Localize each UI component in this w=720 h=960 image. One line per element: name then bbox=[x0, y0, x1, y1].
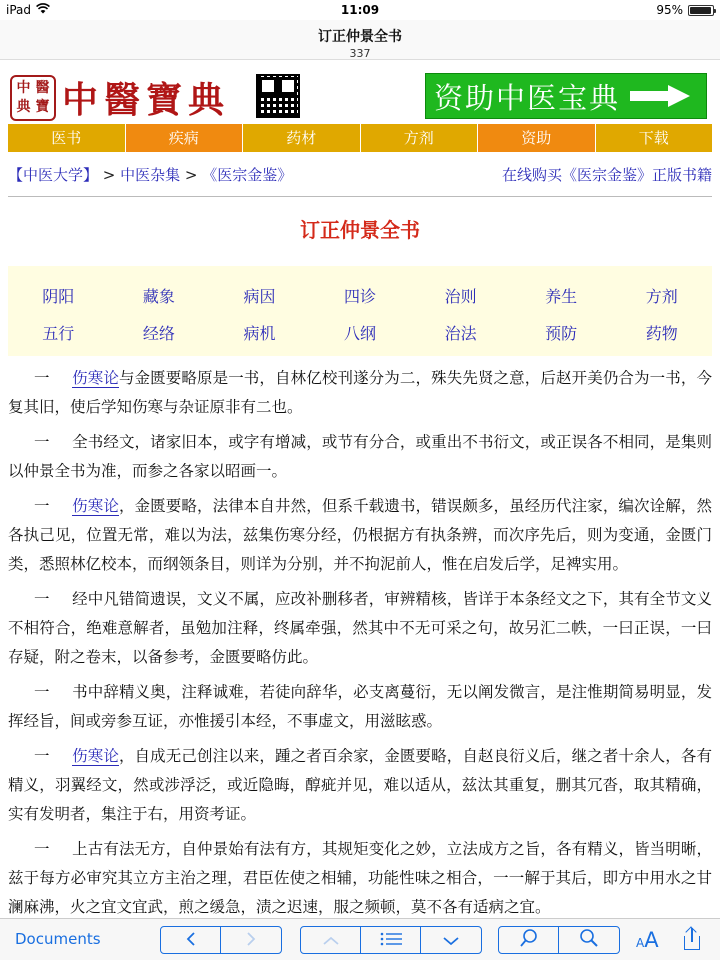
category-link[interactable]: 四诊 bbox=[344, 287, 377, 306]
article-paragraph bbox=[8, 678, 712, 736]
search-icon bbox=[519, 928, 539, 952]
device-label: iPad bbox=[6, 3, 32, 17]
paragraph-text: 书中辞精义奥，注释诚难，若徒向辞华，必支离蔓衍，无以阐发微言，是注惟期简易明显，发挥经旨，间或旁参互证，亦惟援引本经，不事虚文，用滋眩惑。 bbox=[8, 683, 712, 730]
category-link[interactable]: 五行 bbox=[42, 324, 75, 343]
paragraph-text: ，金匮要略，法律本自井然，但系千载遗书，错误颇多，虽经历代注家，编次诠解，然各执己见，位置无常，难以为法，兹集伤寒分经，仍根据方有执条辨，而次序先后，则为变通，金匮门类，悉照林亿校本，而纲领条目，则详为分别，并不拘泥前人，惟在启发后学，足裨实用。 bbox=[8, 497, 712, 573]
battery-icon bbox=[688, 5, 714, 16]
nav-item-formulas[interactable]: 方剂 bbox=[361, 124, 479, 152]
category-link[interactable]: 八纲 bbox=[344, 324, 377, 343]
category-link[interactable]: 治则 bbox=[444, 287, 477, 306]
nav-item-herbs[interactable]: 药材 bbox=[243, 124, 361, 152]
category-row bbox=[8, 278, 712, 315]
font-big-glyph: A bbox=[644, 928, 659, 952]
article-paragraph bbox=[8, 492, 712, 579]
document-title: 订正仲景全书 bbox=[318, 29, 402, 45]
category-link[interactable]: 病因 bbox=[243, 287, 276, 306]
seal-char: 寶 bbox=[35, 99, 50, 115]
breadcrumb-separator: > bbox=[180, 166, 203, 184]
share-button[interactable] bbox=[682, 927, 702, 951]
breadcrumb bbox=[8, 164, 292, 188]
seal-char: 醫 bbox=[35, 80, 50, 96]
outline-nav-group bbox=[300, 926, 482, 954]
outline-button[interactable] bbox=[361, 927, 421, 953]
page-nav-group bbox=[160, 926, 282, 954]
category-row bbox=[8, 315, 712, 352]
shanghan-link[interactable]: 伤寒论 bbox=[72, 497, 119, 515]
chevron-down-icon bbox=[443, 931, 459, 950]
previous-page-button[interactable] bbox=[161, 927, 221, 953]
paragraph-lead: 一 bbox=[34, 433, 50, 451]
logo-seal-icon bbox=[10, 75, 56, 121]
paragraph-lead: 一 bbox=[34, 369, 50, 387]
seal-char: 典 bbox=[16, 99, 31, 115]
article-paragraph bbox=[8, 835, 712, 918]
nav-item-books[interactable]: 医书 bbox=[8, 124, 126, 152]
logo-text: 中醫寶典 bbox=[62, 79, 231, 121]
page-number: 337 bbox=[349, 47, 371, 60]
breadcrumb-level2-link[interactable]: 《医宗金鉴》 bbox=[202, 166, 293, 184]
category-link[interactable]: 阴阳 bbox=[42, 287, 75, 306]
category-link[interactable]: 药物 bbox=[645, 324, 678, 343]
category-link[interactable]: 藏象 bbox=[142, 287, 175, 306]
clock: 11:09 bbox=[340, 3, 380, 17]
donate-banner-label: 资助中医宝典 bbox=[434, 80, 621, 115]
search-group bbox=[498, 926, 620, 954]
paragraph-lead: 一 bbox=[34, 683, 50, 701]
search-button[interactable] bbox=[499, 927, 559, 953]
shanghan-link[interactable]: 伤寒论 bbox=[72, 747, 119, 765]
arrow-right-icon bbox=[630, 85, 690, 107]
chevron-right-icon bbox=[246, 931, 256, 950]
category-link[interactable]: 养生 bbox=[545, 287, 578, 306]
paragraph-lead: 一 bbox=[34, 497, 50, 515]
divider bbox=[8, 196, 712, 197]
documents-button[interactable]: Documents bbox=[15, 930, 101, 948]
font-small-glyph: A bbox=[636, 936, 645, 950]
article-paragraph bbox=[8, 742, 712, 829]
page-content[interactable] bbox=[0, 60, 720, 918]
chevron-up-icon bbox=[323, 931, 339, 950]
donate-banner-button[interactable] bbox=[425, 73, 707, 119]
paragraph-text: ，自成无己创注以来，踵之者百余家，金匮要略，自赵良衍义后，继之者十余人，各有精义，羽翼经文，然或涉浮泛，或近隐晦，醇疵并见，难以适从，兹汰其重复，删其冗沓，取其精确，实有发明者，集注于右，用资考证。 bbox=[8, 747, 712, 823]
zoom-button[interactable] bbox=[559, 927, 619, 953]
article-paragraph bbox=[8, 428, 712, 486]
shanghan-link[interactable]: 伤寒论 bbox=[72, 369, 119, 387]
scroll-up-button[interactable] bbox=[301, 927, 361, 953]
category-link[interactable]: 治法 bbox=[444, 324, 477, 343]
status-right bbox=[656, 3, 714, 17]
paragraph-text: 经中凡错简遗误，文义不属，应改补删移者，审辨精核，皆详于本条经文之下，其有全节文义不相符合，绝难意解者，虽勉加注释，终属牵强，然其中不无可采之句，故另汇二帙，一曰正误，一曰存疑，附之卷末，以备参考，金匮要略仿此。 bbox=[8, 590, 712, 666]
chevron-left-icon bbox=[186, 931, 196, 950]
qr-code-icon bbox=[256, 74, 300, 118]
page-title: 订正仲景全书 bbox=[300, 218, 420, 242]
category-link[interactable]: 经络 bbox=[142, 324, 175, 343]
paragraph-text: 全书经文，诸家旧本，或字有增减，或节有分合，或重出不书衍文，或正误各不相同，是集则以仲景全书为准，而参之各家以昭画一。 bbox=[8, 433, 712, 480]
paragraph-text: 上古有法无方，自仲景始有法有方，其规矩变化之妙，立法成方之旨，各有精义，皆当明晰，兹于每方必审究其立方主治之理，君臣佐使之相辅，功能性味之相合，一一解于其后，即方中用水之甘澜麻沸，火之宜文宜武，煎之缓急，渍之迟速，服之频顿，莫不各有适病之宜。 bbox=[8, 840, 712, 916]
status-bar bbox=[0, 0, 720, 20]
paragraph-lead: 一 bbox=[34, 840, 50, 858]
nav-item-download[interactable]: 下载 bbox=[596, 124, 713, 152]
battery-percent: 95% bbox=[656, 3, 683, 17]
font-size-button[interactable] bbox=[636, 928, 659, 952]
nav-item-diseases[interactable]: 疾病 bbox=[126, 124, 244, 152]
article-body bbox=[8, 364, 712, 918]
breadcrumb-root-link[interactable]: 【中医大学】 bbox=[8, 166, 99, 184]
breadcrumb-level1-link[interactable]: 中医杂集 bbox=[120, 166, 181, 184]
paragraph-lead: 一 bbox=[34, 747, 50, 765]
breadcrumb-separator: > bbox=[98, 166, 121, 184]
site-nav bbox=[8, 124, 712, 152]
nav-item-donate[interactable]: 资助 bbox=[478, 124, 596, 152]
list-icon bbox=[380, 931, 402, 950]
breadcrumb-row bbox=[8, 164, 712, 188]
site-banner bbox=[0, 60, 720, 122]
magnifier-icon bbox=[579, 928, 599, 952]
category-link[interactable]: 预防 bbox=[545, 324, 578, 343]
article-paragraph bbox=[8, 585, 712, 672]
paragraph-text: 与金匮要略原是一书，自林亿校刊遂分为二，殊失先贤之意，后赵开美仍合为一书，今复其旧，使后学知伤寒与杂证原非有二也。 bbox=[8, 369, 712, 416]
buy-book-link[interactable]: 在线购买《医宗金鉴》正版书籍 bbox=[501, 166, 712, 184]
paragraph-lead: 一 bbox=[34, 590, 50, 608]
scroll-down-button[interactable] bbox=[421, 927, 481, 953]
next-page-button[interactable] bbox=[221, 927, 281, 953]
document-title-bar bbox=[0, 20, 720, 60]
article-paragraph bbox=[8, 364, 712, 422]
category-box bbox=[8, 266, 712, 356]
category-link[interactable]: 方剂 bbox=[645, 287, 678, 306]
bottom-toolbar bbox=[0, 918, 720, 960]
seal-char: 中 bbox=[16, 80, 31, 96]
site-logo[interactable] bbox=[10, 72, 230, 123]
category-link[interactable]: 病机 bbox=[243, 324, 276, 343]
